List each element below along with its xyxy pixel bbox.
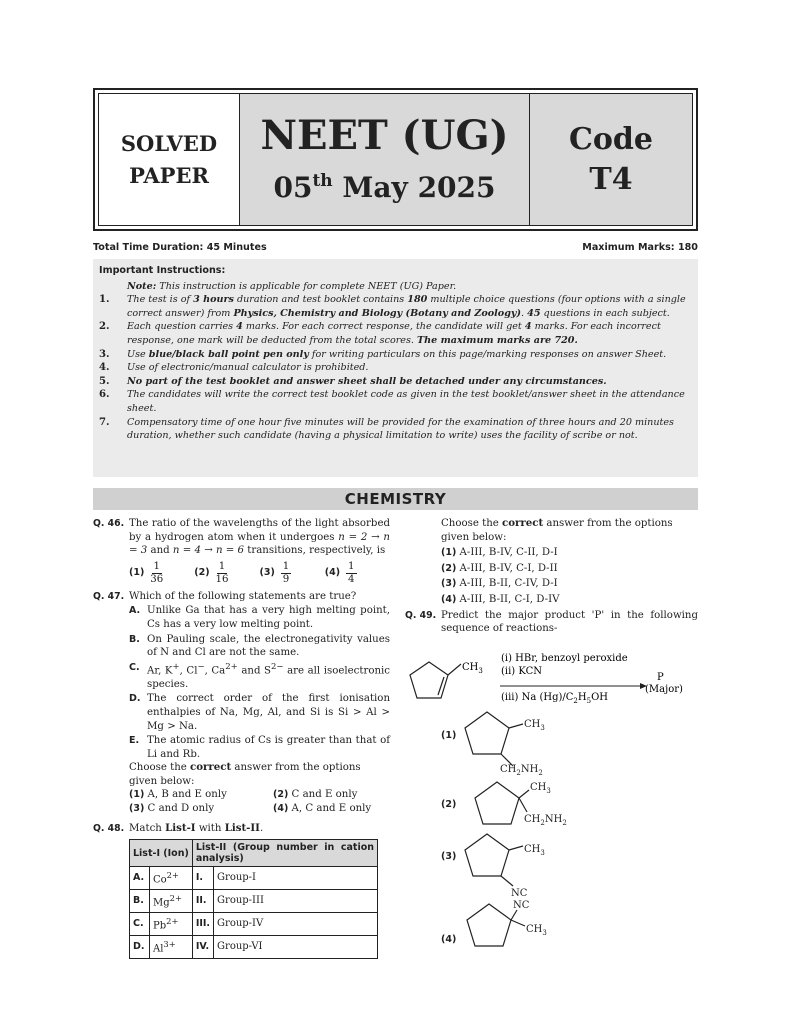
statement: C. Ar, K+, Cl−, $Ca^{2+}$ and $S^{2-}$ are all isoelectronic species. (129, 661, 390, 690)
maximum-marks: Maximum Marks: 180 (582, 242, 698, 253)
option[interactable]: (3) C and D only (129, 803, 215, 815)
svg-text:CH3: $CH_3$ (530, 782, 551, 795)
header-left-cell (99, 94, 240, 225)
methyl-bond (448, 664, 461, 675)
svg-text:CH3: $CH_3$ (524, 844, 545, 857)
code-value: T4 (589, 161, 633, 197)
svg-text:CH3: $CH_3$ (526, 924, 547, 937)
reagent-3: (iii) Na $(Hg)/C_2H_5OH$ (501, 692, 609, 705)
table-row: A. $Co^{2+}$ I. Group-I (130, 867, 378, 890)
q47-options (129, 788, 390, 815)
exam-title: NEET (UG) (260, 112, 509, 159)
option[interactable]: (3) A-III, B-II, C-IV, D-I (441, 578, 558, 590)
svg-text:(2): (2) (441, 799, 457, 810)
header-middle-cell (240, 94, 530, 225)
reagent-1: (i) HBr, benzoyl peroxide (501, 653, 628, 664)
pentagon-ring (410, 662, 448, 698)
table-row: D. $Al^{3+}$ IV. Group-VI (130, 936, 378, 959)
statement: B. On Pauling scale, the electronegativity values of N and Cl are not the same. (129, 633, 390, 659)
reagent-2: (ii) KCN (501, 666, 542, 677)
option[interactable]: (2) C and E only (273, 789, 358, 801)
statement: D. The correct order of the first ionisation enthalpies of Na, Mg, Al, and Si is Si > Al > Mg > Na. (129, 693, 390, 732)
option[interactable]: (2) A-III, B-IV, C-I, D-II (441, 562, 558, 574)
svg-text:NC: NC (513, 900, 530, 911)
product-p: P (657, 672, 664, 683)
product-major: (Major) (645, 684, 683, 695)
date-rest: May 2025 (332, 171, 496, 204)
svg-text:(1): (1) (441, 730, 457, 741)
option[interactable] (441, 900, 547, 946)
table-row: C. $Pb^{2+}$ III. Group-IV (130, 913, 378, 936)
instruction-item: 4. Use of electronic/manual calculator is prohibited. (99, 362, 369, 374)
note-label: Note: (127, 280, 157, 292)
option[interactable]: (4) $\frac{1}{4}$ (324, 560, 355, 585)
option[interactable]: (1) $\frac{1}{36}$ (129, 560, 164, 585)
section-title-chemistry: CHEMISTRY (93, 488, 698, 510)
match-table (129, 839, 378, 959)
q46-options (129, 561, 390, 586)
instructions-box (93, 259, 698, 477)
q47-choose: Choose the correct answer from the options given below: (129, 761, 361, 787)
svg-text:CH2NH2: $CH_2NH_2$ (524, 814, 567, 827)
option[interactable] (441, 712, 545, 777)
methylcyclopentene-structure (410, 662, 461, 698)
svg-text:CH3: $CH_3$ (524, 719, 545, 732)
date-day: 05 (273, 171, 313, 204)
instruction-item: 2. Each question carries 4 marks. For each correct response, the candidate will get 4 marks. For each incorrect response, one mark will be deducted from the total scores. The maximum marks are 720. (99, 321, 661, 346)
question-number: Q. 48. (93, 822, 125, 834)
instruction-item: 7. Compensatory time of one hour five minutes will be provided for the examination of three hours and 20 minutes duration, whether such candidate (having a physical limitation to write) uses the facility of scribe or not. (99, 416, 674, 442)
time-duration: Total Time Duration: 45 Minutes (93, 242, 267, 253)
option[interactable] (441, 834, 545, 899)
svg-text:(3): (3) (441, 851, 457, 862)
date-suffix: th (312, 171, 333, 191)
option[interactable] (441, 782, 567, 827)
question-number: Q. 46. (93, 518, 125, 529)
statement: E. The atomic radius of Cs is greater than that of Li and Rb. (129, 735, 390, 760)
svg-text:NC: NC (511, 888, 528, 899)
header-inner-frame (98, 93, 693, 226)
instruction-item: 5. No part of the test booklet and answer sheet shall be detached under any circumstances. (99, 375, 607, 387)
question-number: Q. 47. (93, 590, 125, 602)
instruction-item: 3. Use blue/black ball point pen only for writing particulars on this page/marking responses on answer Sheet. (99, 348, 667, 360)
question-47: Q. 47. Which of the following statements are true? A. Unlike Ga that has a very high melting point, Cs has a very low melting point. B. On Pauling scale, the electronegativity values of N and Cl are not the same. C. Ar, K+, Cl−, $Ca^{2+}$ and $S^{2-}$ are all isoelectronic species. D. The correct order of the first ionisation enthalpies of Na, Mg, Al, and Si is Si > Al > Mg > Na. E. The atomic radius of Cs is greater than that of Li and Rb. (93, 590, 390, 760)
option[interactable]: (4) A-III, B-II, C-I, D-IV (441, 593, 560, 605)
right-column (405, 517, 698, 636)
instruction-item: 6. The candidates will write the correct test booklet code as given in the test booklet/answer sheet in the attendance sheet. (99, 389, 685, 414)
question-number: Q. 49. (405, 609, 437, 621)
reaction-scheme (405, 648, 698, 708)
option[interactable]: (2) $\frac{1}{16}$ (194, 560, 229, 585)
list-1-header: List-I (Ion) (130, 840, 193, 867)
q49-options-structures (405, 710, 698, 970)
question-49: Q. 49. Predict the major product 'P' in the following sequence of reactions- (405, 609, 698, 635)
list-2-header: List-II (Group number in cation analysis) (192, 840, 377, 867)
solved-label: SOLVED (120, 130, 218, 156)
option[interactable]: (4) A, C and E only (273, 803, 372, 815)
paper-label: PAPER (129, 162, 209, 188)
left-column (93, 517, 390, 959)
question-46: Q. 46. The ratio of the wavelengths of the light absorbed by a hydrogen atom when it undergoes n = 2 → n = 3 and n = 4 → n = 6 transitions, respectively, is (1) $\frac{1}{36}$ (2) $\frac{1}{16}$ (3) $\frac{1}{9}$ (4) $\frac{1}{4}$ (93, 518, 390, 585)
instructions-heading: Important Instructions: (99, 265, 226, 276)
q48-options (441, 546, 698, 606)
instruction-item: 1. The test is of 3 hours duration and test booklet contains 180 multiple choice questions (four options with a single correct answer) from Physics, Chemistry and Biology (Botany and Zoology). 45 questions in each subject. (99, 294, 686, 319)
exam-date (273, 161, 495, 208)
question-48: Q. 48. Match List-I with List-II. List-I (Ion) List-II (Group number in cation analysis) A. $Co^{2+}$ I. Group-I B. $Mg^{2+}$ II. Group-III C. $Pb^{2+}$ III. Group-IV D. $Al^{3+}$ IV. Group-VI (93, 822, 390, 959)
code-label: Code (569, 121, 653, 157)
option[interactable]: (1) A, B and E only (129, 789, 227, 801)
paper-header (93, 88, 698, 231)
table-row: B. $Mg^{2+}$ II. Group-III (130, 890, 378, 913)
note-text: This instruction is applicable for complete NEET (UG) Paper. (156, 280, 457, 292)
option[interactable]: (1) A-III, B-IV, C-II, D-I (441, 547, 558, 559)
start-methyl: $CH_3$ (462, 662, 483, 675)
header-right-cell (530, 94, 692, 225)
q48-choose: Choose the correct answer from the options given below: (441, 517, 673, 543)
statement: A. Unlike Ga that has a very high melting point, Cs has a very low melting point. (129, 605, 390, 630)
svg-text:CH2NH2: $CH_2NH_2$ (500, 764, 543, 777)
instruction-note (99, 280, 692, 294)
option[interactable]: (3) $\frac{1}{9}$ (259, 560, 290, 585)
svg-text:(4): (4) (441, 934, 457, 945)
